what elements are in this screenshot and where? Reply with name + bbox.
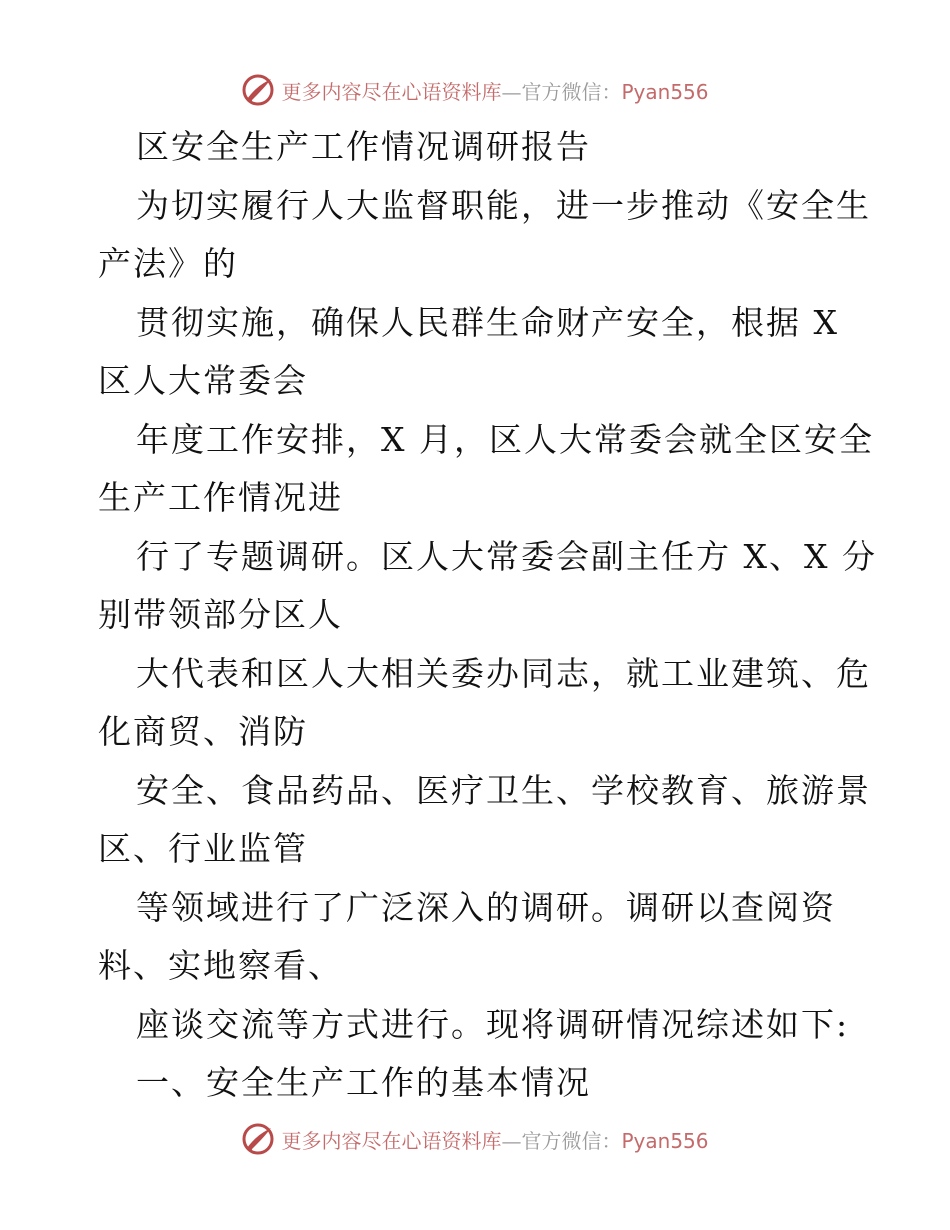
text-line: 区人大常委会	[98, 361, 308, 400]
footer-watermark	[0, 1119, 950, 1159]
text-line: 座谈交流等方式进行。现将调研情况综述如下:	[136, 1004, 850, 1044]
text-line: 等领域进行了广泛深入的调研。调研以查阅资	[136, 887, 836, 927]
pen-quill-logo-icon	[241, 73, 275, 107]
text-line: 生产工作情况进	[98, 478, 343, 517]
pen-quill-logo-icon	[241, 1122, 275, 1156]
text-line: 贯彻实施，确保人民群生命财产安全，根据 X	[136, 302, 839, 342]
watermark-text	[281, 76, 708, 105]
text-line: 区安全生产工作情况调研报告	[136, 127, 591, 166]
text-line: 化商贸、消防	[98, 712, 308, 751]
watermark-main: 更多内容尽在心语资料库	[281, 79, 502, 104]
text-line: 大代表和区人大相关委办同志，就工业建筑、危	[136, 653, 871, 693]
text-line: 安全、食品药品、医疗卫生、学校教育、旅游景	[136, 770, 871, 810]
watermark-separator: —	[501, 79, 522, 104]
text-line: 一、安全生产工作的基本情况	[136, 1063, 591, 1102]
watermark-main: 更多内容尽在心语资料库	[281, 1128, 502, 1153]
watermark-sub: 官方微信：	[521, 79, 622, 104]
text-line: 年度工作安排，X 月，区人大常委会就全区安全	[136, 419, 874, 459]
watermark-id: Pyan556	[621, 79, 709, 104]
watermark-separator: —	[501, 1128, 522, 1153]
watermark-id: Pyan556	[621, 1128, 709, 1153]
watermark-text	[281, 1125, 708, 1154]
text-line: 料、实地察看、	[98, 946, 343, 985]
watermark-sub: 官方微信：	[521, 1128, 622, 1153]
document-body	[98, 118, 877, 1113]
text-line: 区、行业监管	[98, 829, 308, 868]
text-line: 别带领部分区人	[98, 595, 343, 634]
text-line: 产法》的	[98, 244, 238, 283]
text-line: 行了专题调研。区人大常委会副主任方 X、X 分	[136, 536, 877, 576]
header-watermark	[0, 70, 950, 110]
text-line: 为切实履行人大监督职能，进一步推动《安全生	[136, 185, 871, 225]
